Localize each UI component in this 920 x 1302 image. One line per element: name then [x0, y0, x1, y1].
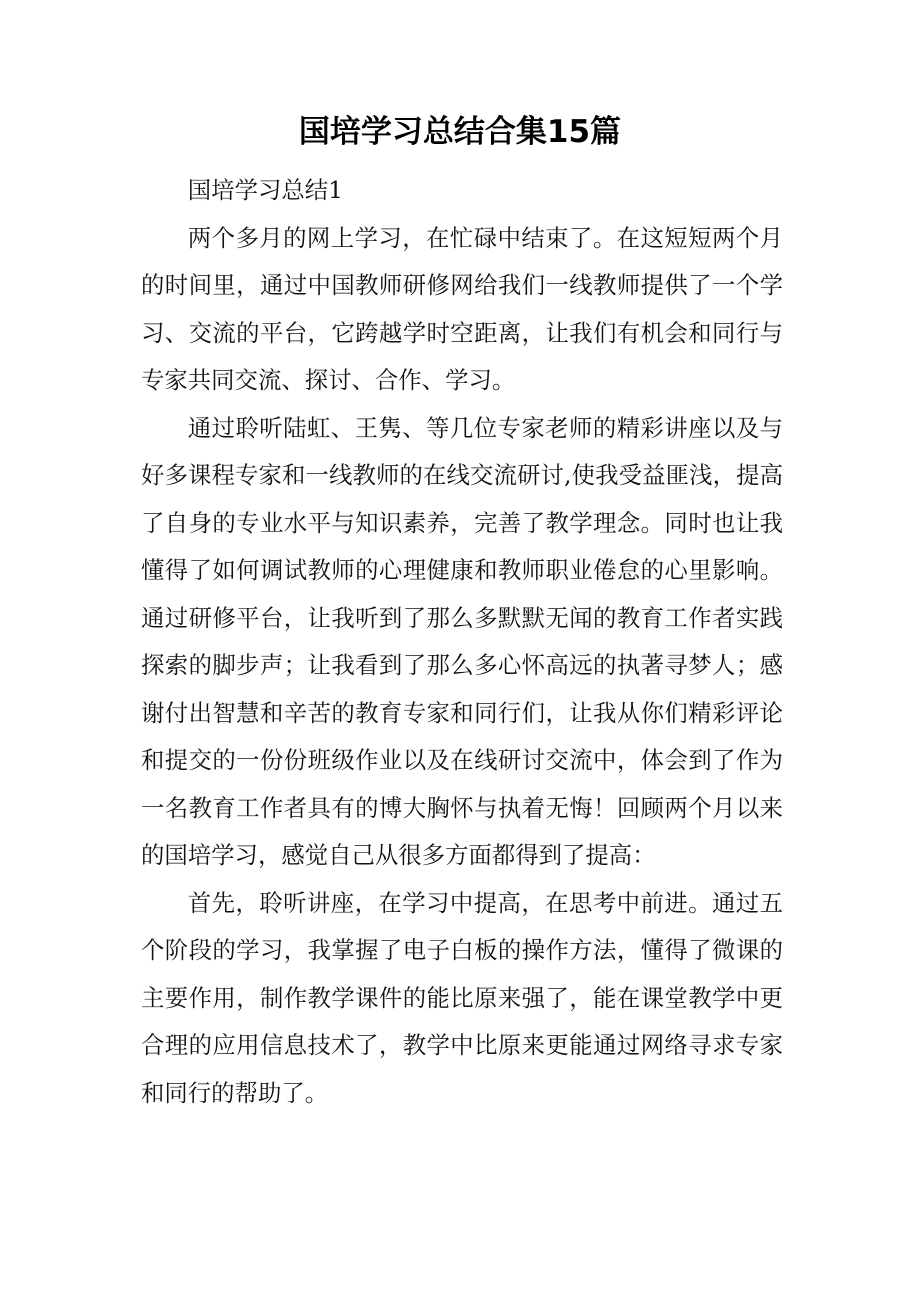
- paragraph-2: 通过聆听陆虹、王隽、等几位专家老师的精彩讲座以及与好多课程专家和一线教师的在线交流研讨,使我受益匪浅，提高了自身的专业水平与知识素养，完善了教学理念。同时也让我懂得了如何调试教师的心理健康和教师职业倦怠的心里影响。通过研修平台，让我听到了那么多默默无闻的教育工作者实践探索的脚步声；让我看到了那么多心怀高远的执著寻梦人；感谢付出智慧和辛苦的教育专家和同行们，让我从你们精彩评论和提交的一份份班级作业以及在线研讨交流中，体会到了作为一名教育工作者具有的博大胸怀与执着无悔！回顾两个月以来的国培学习，感觉自己从很多方面都得到了提高：: [141, 413, 783, 869]
- document-body: [141, 167, 783, 1117]
- document-title: 国培学习总结合集15篇: [298, 114, 622, 150]
- section-heading: 国培学习总结1: [187, 176, 344, 204]
- paragraph-1: 两个多月的网上学习，在忙碌中结束了。在这短短两个月的时间里，通过中国教师研修网给我们一线教师提供了一个学习、交流的平台，它跨越学时空距离，让我们有机会和同行与专家共同交流、探讨、合作、学习。: [141, 223, 783, 394]
- paragraph-3: 首先，聆听讲座，在学习中提高，在思考中前进。通过五个阶段的学习，我掌握了电子白板的操作方法，懂得了微课的主要作用，制作教学课件的能比原来强了，能在课堂教学中更合理的应用信息技术了，教学中比原来更能通过网络寻求专家和同行的帮助了。: [141, 888, 783, 1107]
